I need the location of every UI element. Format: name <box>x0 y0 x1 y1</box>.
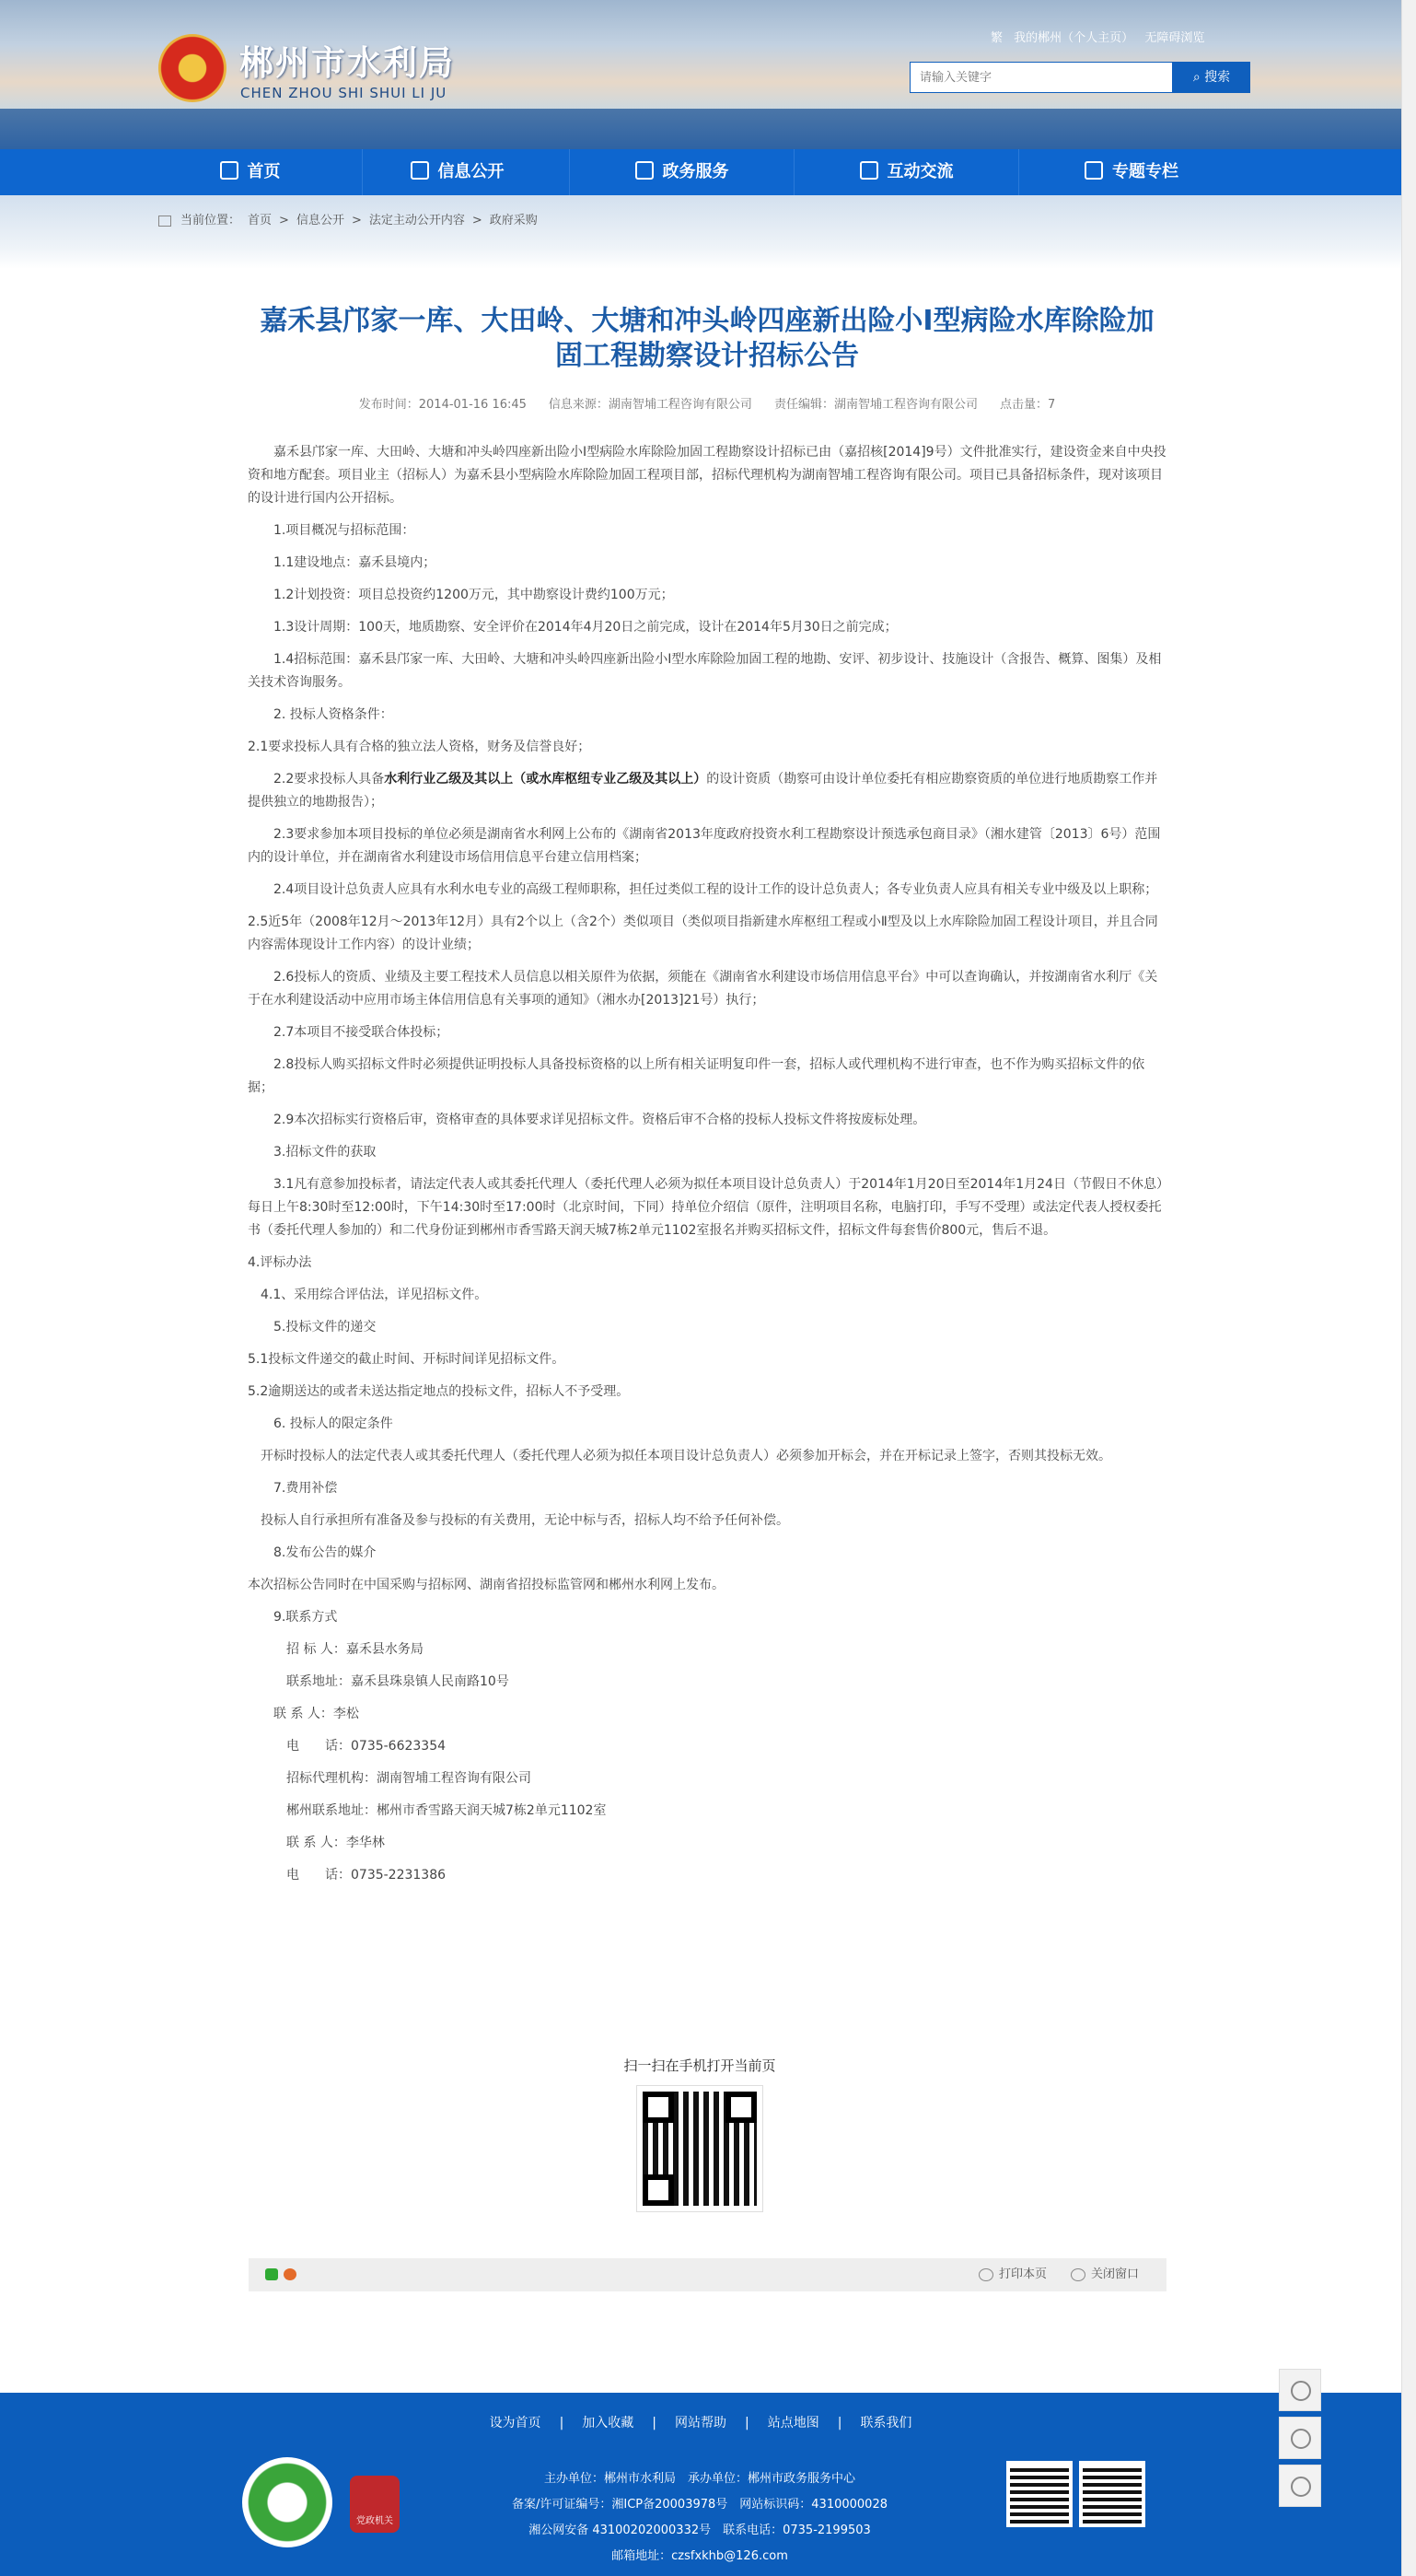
article-paragraph: 1.项目概况与招标范围： <box>248 523 415 538</box>
article-meta <box>248 394 1166 412</box>
article-paragraph: 5.1投标文件递交的截止时间、开标时间详见招标文件。 <box>248 1352 565 1367</box>
article-paragraph: 6. 投标人的限定条件 <box>248 1416 393 1431</box>
nav-home-label: 首页 <box>247 162 281 181</box>
sitemap-link[interactable]: 站点地图 <box>767 2416 819 2430</box>
article-paragraph: 2.9本次招标实行资格后审，资格审查的具体要求详见招标文件。资格后审不合格的投标人投标文件将按废标处理。 <box>248 1113 926 1127</box>
article-paragraph: 电 话：0735-6623354 <box>248 1739 447 1754</box>
article-paragraph: 联 系 人：李华林 <box>248 1836 385 1850</box>
main-nav <box>0 149 1401 195</box>
home-icon <box>158 216 171 227</box>
scrollbar[interactable] <box>1401 0 1416 2576</box>
article-paragraph: 3.招标文件的获取 <box>248 1145 377 1160</box>
arrow-up-icon <box>1291 2477 1311 2497</box>
article-paragraph: 投标人自行承担所有准备及参与投标的有关费用，无论中标与否，招标人均不给予任何补偿。 <box>248 1513 789 1528</box>
article-paragraph: 招 标 人：嘉禾县水务局 <box>248 1642 424 1657</box>
article-paragraph: 2.8投标人购买招标文件时必须提供证明投标人具备投标资格的以上所有相关证明复印件一套，招标人或代理机构不进行审查，也不作为购买招标文件的依据； <box>248 1057 1145 1095</box>
footer-separator: | <box>559 2416 564 2430</box>
header-banner <box>0 0 1401 149</box>
document-icon <box>411 161 429 180</box>
add-favorite-link[interactable]: 加入收藏 <box>582 2416 634 2430</box>
article-paragraph: 2.4项目设计总负责人应具有水利水电专业的高级工程师职称，担任过类似工程的设计工作的设计总负责人；各专业负责人应具有相关专业中级及以上职称； <box>248 882 1158 897</box>
share-icon <box>1291 2429 1311 2449</box>
breadcrumb-separator: > <box>351 214 362 227</box>
close-label: 关闭窗口 <box>1091 2267 1140 2281</box>
email-line: 邮箱地址：czsfxkhb@126.com <box>611 2549 788 2563</box>
article-paragraph: 4.评标办法 <box>248 1255 312 1270</box>
my-chenzhou-link[interactable]: 我的郴州（个人主页） <box>1014 31 1134 45</box>
police-record-line: 湘公网安备 43100202000332号 联系电话：0735-2199503 <box>528 2524 871 2537</box>
footer-separator: | <box>745 2416 749 2430</box>
article-paragraph: 2.3要求参加本项目投标的单位必须是湖南省水利网上公布的《湖南省2013年度政府投资水利工程勘察设计预选承包商目录》（湘水建管〔2013〕6号）范围内的设计单位，并在湖南省水利建设市场信用信息平台建立信用档案； <box>248 827 1161 865</box>
search-icon: ⌕ <box>1192 70 1205 85</box>
article-paragraph: 嘉禾县邝家一库、大田岭、大塘和冲头岭四座新出险小Ⅰ型病险水库除险加固工程勘察设计招标已由（嘉招核[2014]9号）文件批准实行，建设资金来自中央投资和地方配套。项目业主（招标人）为嘉禾县小型病险水库除险加固工程项目部，招标代理机构为湖南智埔工程咨询有限公司。项目已具备招标条件，现对该项目的设计进行国内公开招标。 <box>248 445 1166 506</box>
article-paragraph: 5.2逾期送达的或者未送达指定地点的投标文件，招标人不予受理。 <box>248 1384 630 1399</box>
article-paragraph: 1.3设计周期：100天，地质勘察、安全评价在2014年4月20日之前完成，设计在2014年5月30日之前完成； <box>248 620 898 635</box>
printer-icon <box>979 2268 993 2281</box>
article-body <box>248 441 1166 1887</box>
accessibility-link[interactable]: 无障碍浏览 <box>1144 31 1205 45</box>
search-button[interactable] <box>1173 62 1250 93</box>
nav-topics-label: 专题专栏 <box>1112 162 1178 181</box>
nav-interaction[interactable] <box>795 149 1019 195</box>
mobile-qr-section <box>598 2056 801 2211</box>
nav-topics[interactable] <box>1019 149 1244 195</box>
article-paragraph: 1.2计划投资：项目总投资约1200万元，其中勘察设计费约100万元； <box>248 588 674 602</box>
print-button[interactable] <box>979 2258 1047 2291</box>
article-paragraph: 1.4招标范围：嘉禾县邝家一库、大田岭、大塘和冲头岭四座新出险小Ⅰ型水库除险加固工程的地勘、安评、初步设计、技施设计（含报告、概算、图集）及相关技术咨询服务。 <box>248 652 1162 690</box>
close-icon <box>1071 2268 1085 2281</box>
article-paragraph: 联 系 人：李松 <box>248 1707 359 1721</box>
footer-qr-code-1 <box>1006 2461 1073 2527</box>
footer-links <box>0 2413 1401 2431</box>
layers-icon <box>1085 161 1103 180</box>
article-paragraph: 郴州联系地址：郴州市香雪路天润天城7栋2单元1102室 <box>248 1803 607 1818</box>
breadcrumb-procurement[interactable]: 政府采购 <box>489 214 538 227</box>
view-count: 点击量：7 <box>999 398 1056 412</box>
print-label: 打印本页 <box>999 2267 1048 2281</box>
close-window-button[interactable] <box>1071 2258 1139 2291</box>
publish-time: 发布时间：2014-01-16 16:45 <box>358 398 527 412</box>
editor: 责任编辑：湖南智埔工程咨询有限公司 <box>773 398 978 412</box>
header-mountain <box>0 109 1401 149</box>
article-paragraph: 2. 投标人资格条件： <box>248 707 393 722</box>
edit-icon <box>635 161 654 180</box>
breadcrumb-label: 当前位置： <box>180 214 241 227</box>
nav-services[interactable] <box>570 149 795 195</box>
footer-qr-code-2 <box>1079 2461 1145 2527</box>
site-subtitle: CHEN ZHOU SHI SHUI LI JU <box>240 85 447 101</box>
footer-info <box>442 2466 958 2570</box>
breadcrumb-separator: > <box>471 214 482 227</box>
article-paragraph: 联系地址：嘉禾县珠泉镇人民南路10号 <box>248 1674 509 1689</box>
traditional-chinese-link[interactable]: 繁 <box>991 31 1004 45</box>
article-paragraph: 2.5近5年（2008年12月～2013年12月）具有2个以上（含2个）类似项目（类似项目指新建水库枢纽工程或小Ⅱ型及以上水库除险加固工程设计项目，并且合同内容需体现设计工作内容）的设计业绩； <box>248 915 1158 952</box>
site-help-link[interactable]: 网站帮助 <box>675 2416 726 2430</box>
footer-separator: | <box>652 2416 656 2430</box>
article-toolbar <box>249 2258 1166 2291</box>
article-paragraph: 电 话：0735-2231386 <box>248 1868 447 1882</box>
article-paragraph: 7.费用补偿 <box>248 1481 338 1496</box>
article-paragraph: 2.1要求投标人具有合格的独立法人资格，财务及信誉良好； <box>248 740 591 754</box>
article-paragraph: 5.投标文件的递交 <box>248 1320 377 1335</box>
sponsor-line: 主办单位：郴州市水利局 承办单位：郴州市政务服务中心 <box>543 2472 855 2486</box>
set-homepage-link[interactable]: 设为首页 <box>489 2416 541 2430</box>
qr-caption: 扫一扫在手机打开当前页 <box>623 2057 776 2074</box>
nav-home[interactable] <box>138 149 363 195</box>
article-paragraph: 2.7本项目不接受联合体投标； <box>248 1025 449 1040</box>
weibo-share-icon[interactable] <box>284 2268 296 2280</box>
article-paragraph: 3.1凡有意参加投标者，请法定代表人或其委托代理人（委托代理人必须为拟任本项目设计总负责人）于2014年1月20日至2014年1月24日（节假日不休息）每日上午8:30时至12:00时，下午14:30时至17:00时（北京时间，下同）持单位介绍信（原件，注明项目名称，电脑打印，手写不受理）或法定代表人授权委托书（委托代理人参加的）和二代身份证到郴州市香雪路天润天城7栋2单元1102室报名并购买招标文件，招标文件每套售价800元，售后不退。 <box>248 1177 1163 1238</box>
top-links <box>991 28 1212 45</box>
article-paragraph: 4.1、采用综合评估法，详见招标文件。 <box>248 1288 488 1302</box>
nav-services-label: 政务服务 <box>662 162 729 181</box>
share-float-button[interactable] <box>1279 2417 1321 2459</box>
badge2-label: 党政机关 <box>356 2516 393 2526</box>
breadcrumb-statutory[interactable]: 法定主动公开内容 <box>368 214 465 227</box>
qualification-highlight: 水利行业乙级及其以上（或水库枢纽专业乙级及其以上） <box>384 772 707 787</box>
back-to-top-button[interactable] <box>1279 2465 1321 2507</box>
article-paragraph: 9.联系方式 <box>248 1610 338 1625</box>
info-source: 信息来源：湖南智埔工程咨询有限公司 <box>548 398 752 412</box>
wechat-float-button[interactable] <box>1279 2369 1321 2411</box>
search-box <box>910 62 1263 93</box>
article-paragraph: 8.发布公告的媒介 <box>248 1545 377 1560</box>
article-paragraph: 本次招标公告同时在中国采购与招标网、湖南省招投标监管网和郴州水利网上发布。 <box>248 1578 725 1592</box>
article-paragraph: 2.6投标人的资质、业绩及主要工程技术人员信息以相关原件为依据，须能在《湖南省水利建设市场信用信息平台》中可以查询确认，并按湖南省水利厅《关于在水利建设活动中应用市场主体信用信息有关事项的通知》（湘水办[2013]21号）执行； <box>248 970 1158 1008</box>
article <box>248 304 1166 1896</box>
article-title: 嘉禾县邝家一库、大田岭、大塘和冲头岭四座新出险小Ⅰ型病险水库除险加固工程勘察设计招标公告 <box>260 305 1155 372</box>
breadcrumb-info-public[interactable]: 信息公开 <box>296 214 344 227</box>
article-paragraph: 2.2要求投标人具备水利行业乙级及其以上（或水库枢纽专业乙级及其以上）的设计资质（勘察可由设计单位委托有相应勘察资质的单位进行地质勘察工作并提供独立的地勘报告）； <box>248 772 1158 810</box>
wechat-share-icon[interactable] <box>265 2268 278 2280</box>
contact-link[interactable]: 联系我们 <box>860 2416 912 2430</box>
breadcrumb <box>155 210 541 227</box>
breadcrumb-separator: > <box>279 214 289 227</box>
article-paragraph: 开标时投标人的法定代表人或其委托代理人（委托代理人必须为拟任本项目设计总负责人）必须参加开标会，并在开标记录上签字，否则其投标无效。 <box>248 1449 1111 1463</box>
nav-info-label: 信息公开 <box>437 162 505 181</box>
national-emblem-icon <box>158 34 226 102</box>
breadcrumb-home[interactable]: 首页 <box>248 214 273 227</box>
breadcrumb-bar <box>0 195 1401 269</box>
chat-icon <box>860 161 878 180</box>
home-icon <box>220 161 238 180</box>
qr-code <box>637 2086 762 2211</box>
party-government-badge-icon[interactable] <box>350 2476 400 2533</box>
government-site-badge-icon[interactable] <box>242 2457 332 2547</box>
nav-info-public[interactable] <box>345 149 570 195</box>
nav-interaction-label: 互动交流 <box>887 162 954 181</box>
wechat-icon <box>1291 2381 1311 2401</box>
article-paragraph: 招标代理机构：湖南智埔工程咨询有限公司 <box>248 1771 531 1786</box>
article-paragraph: 1.1建设地点：嘉禾县境内； <box>248 555 436 570</box>
search-button-label: 搜索 <box>1204 70 1231 85</box>
footer <box>0 2393 1401 2576</box>
footer-separator: | <box>837 2416 842 2430</box>
site-title: 郴州市水利局 <box>239 43 455 83</box>
search-input[interactable] <box>910 62 1173 93</box>
icp-line: 备案/许可证编号：湘ICP备20003978号 网站标识码：4310000028 <box>511 2498 888 2512</box>
